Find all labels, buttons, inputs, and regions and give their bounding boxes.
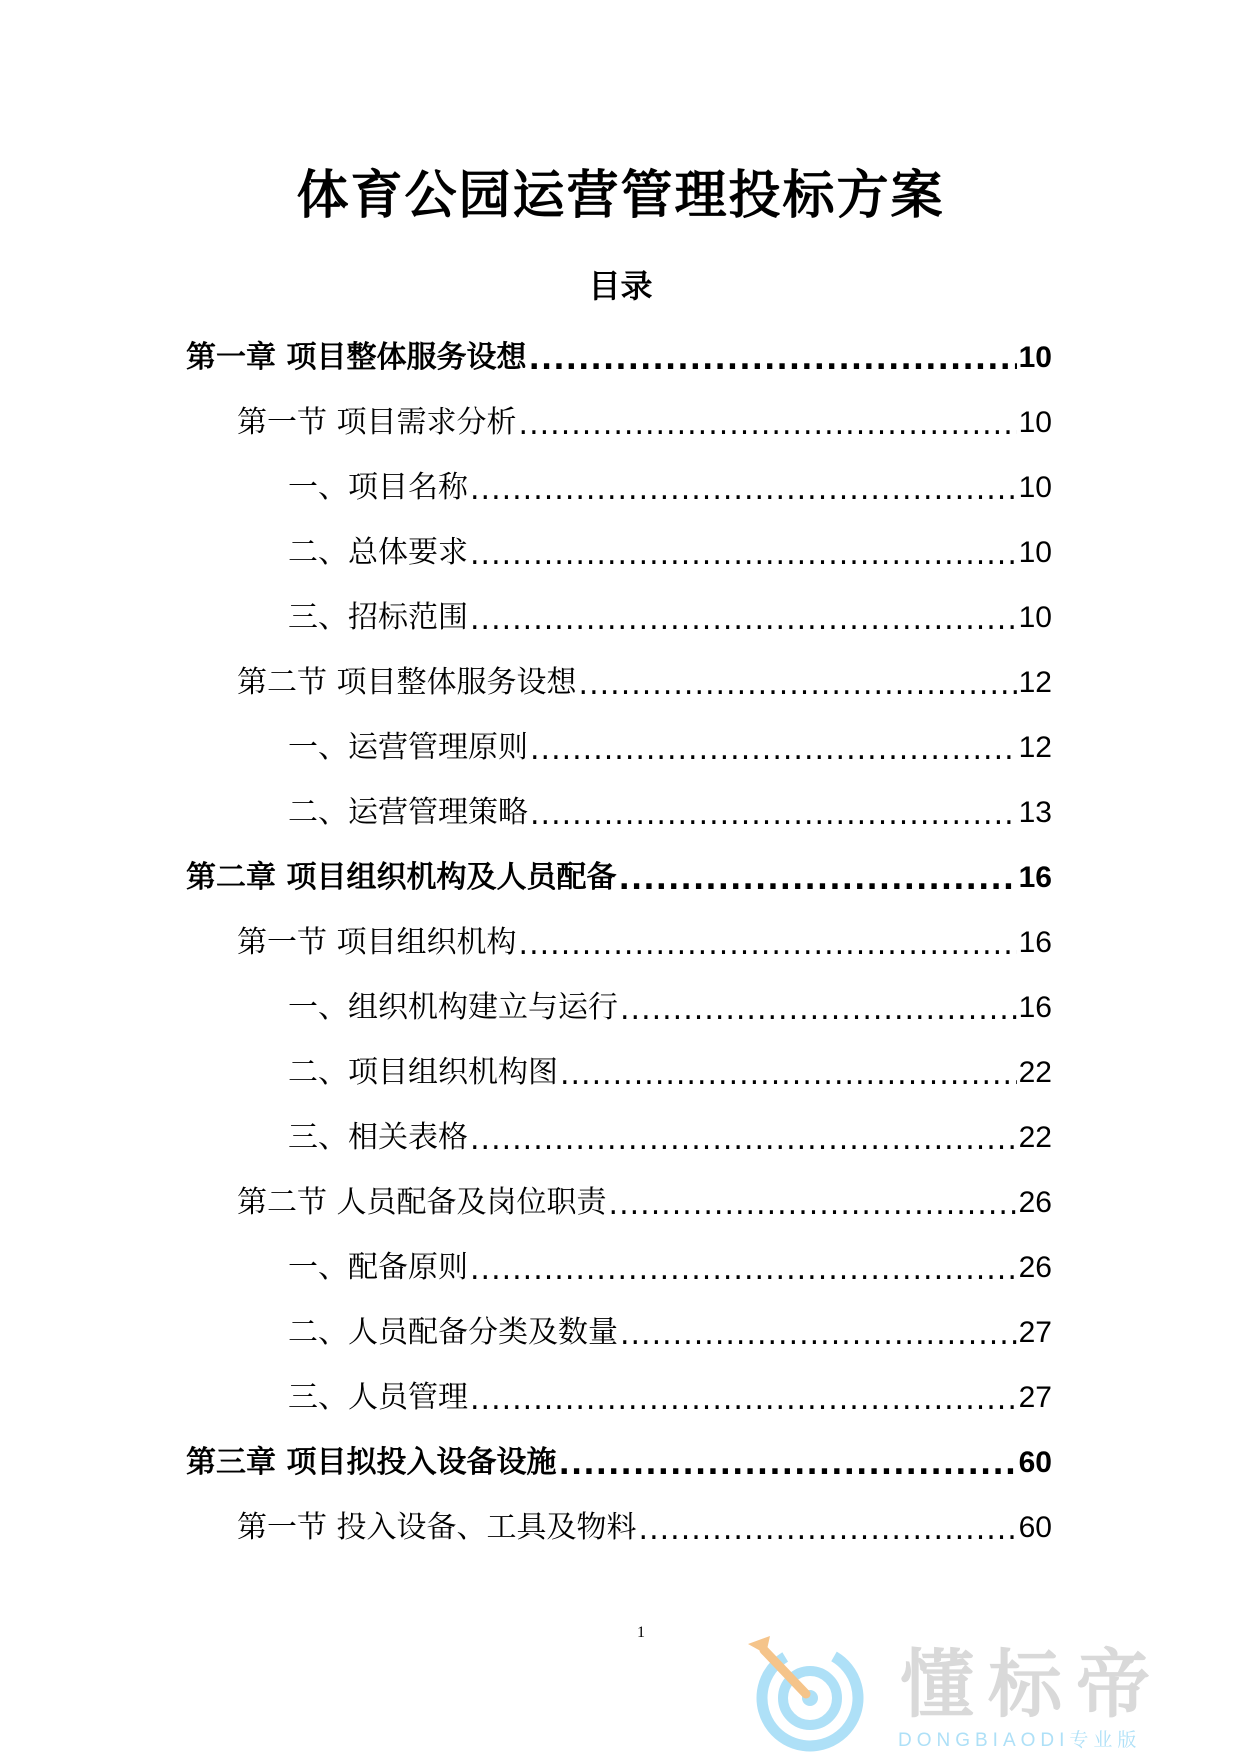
toc-heading: 目录: [588, 267, 653, 305]
toc-entry-title: 第二章 项目组织机构及人员配备: [186, 859, 617, 895]
toc-entry[interactable]: [186, 1040, 1052, 1105]
toc-dot-leader: [560, 1060, 1017, 1090]
toc-entry-title: 第一节 投入设备、工具及物料: [237, 1509, 637, 1545]
toc-dot-leader: [618, 865, 1016, 895]
toc-dot-leader: [620, 1320, 1017, 1350]
toc-entry-title: 三、相关表格: [288, 1119, 468, 1155]
toc-dot-leader: [639, 1515, 1017, 1545]
toc-entry[interactable]: [186, 1300, 1052, 1365]
toc-entry-page: 12: [1018, 665, 1052, 699]
table-of-contents: [186, 325, 1052, 1560]
toc-entry-page: 27: [1018, 1315, 1052, 1349]
toc-entry-title: 一、配备原则: [288, 1249, 468, 1285]
toc-entry[interactable]: [186, 1495, 1052, 1560]
toc-entry[interactable]: [186, 1105, 1052, 1170]
toc-entry-page: 26: [1018, 1185, 1052, 1219]
toc-entry[interactable]: [186, 1365, 1052, 1430]
toc-entry[interactable]: [186, 520, 1052, 585]
toc-entry[interactable]: [186, 390, 1052, 455]
watermark-subtitle: DONGBIAODI专业版: [898, 1730, 1142, 1751]
toc-entry-page: 16: [1018, 925, 1052, 959]
toc-dot-leader: [519, 410, 1017, 440]
toc-entry-page: 10: [1018, 470, 1052, 504]
toc-entry-title: 一、组织机构建立与运行: [288, 989, 618, 1025]
toc-entry-title: 第一节 项目需求分析: [237, 404, 517, 440]
toc-dot-leader: [470, 1255, 1017, 1285]
toc-dot-leader: [470, 540, 1017, 570]
toc-dot-leader: [530, 735, 1017, 765]
toc-entry[interactable]: [186, 780, 1052, 845]
toc-entry[interactable]: [186, 845, 1052, 910]
toc-entry-page: 27: [1018, 1380, 1052, 1414]
toc-entry-title: 二、运营管理策略: [288, 794, 528, 830]
toc-entry[interactable]: [186, 585, 1052, 650]
toc-entry-title: 第二节 项目整体服务设想: [237, 664, 577, 700]
toc-entry[interactable]: [186, 455, 1052, 520]
toc-entry-page: 16: [1018, 860, 1052, 894]
toc-entry-title: 二、项目组织机构图: [288, 1054, 558, 1090]
toc-dot-leader: [530, 800, 1017, 830]
toc-entry-title: 第二节 人员配备及岗位职责: [237, 1184, 607, 1220]
toc-entry-page: 22: [1018, 1055, 1052, 1089]
toc-dot-leader: [470, 1385, 1017, 1415]
toc-entry-title: 一、项目名称: [288, 469, 468, 505]
toc-dot-leader: [528, 345, 1016, 375]
toc-dot-leader: [470, 1125, 1017, 1155]
toc-dot-leader: [609, 1190, 1017, 1220]
toc-entry[interactable]: [186, 1170, 1052, 1235]
toc-entry-title: 第一章 项目整体服务设想: [186, 339, 527, 375]
toc-entry[interactable]: [186, 1235, 1052, 1300]
toc-dot-leader: [620, 995, 1017, 1025]
toc-entry[interactable]: [186, 910, 1052, 975]
toc-entry-title: 二、总体要求: [288, 534, 468, 570]
page-number: 1: [637, 1624, 645, 1641]
target-arrow-icon: [744, 1628, 872, 1754]
toc-dot-leader: [579, 670, 1017, 700]
toc-entry-title: 第三章 项目拟投入设备设施: [186, 1444, 557, 1480]
watermark: [744, 1628, 1214, 1754]
toc-dot-leader: [558, 1450, 1016, 1480]
toc-entry-title: 一、运营管理原则: [288, 729, 528, 765]
toc-entry-page: 12: [1018, 730, 1052, 764]
watermark-brand: 懂标帝: [900, 1642, 1164, 1728]
toc-dot-leader: [470, 475, 1017, 505]
toc-entry[interactable]: [186, 1430, 1052, 1495]
toc-entry-title: 二、人员配备分类及数量: [288, 1314, 618, 1350]
toc-entry[interactable]: [186, 715, 1052, 780]
toc-entry-page: 26: [1018, 1250, 1052, 1284]
toc-entry-page: 10: [1018, 405, 1052, 439]
toc-entry-page: 10: [1018, 340, 1052, 374]
toc-entry-page: 16: [1018, 990, 1052, 1024]
toc-entry-title: 三、招标范围: [288, 599, 468, 635]
toc-entry-title: 三、人员管理: [288, 1379, 468, 1415]
toc-entry-page: 13: [1018, 795, 1052, 829]
toc-entry-page: 10: [1018, 600, 1052, 634]
toc-entry-title: 第一节 项目组织机构: [237, 924, 517, 960]
toc-entry[interactable]: [186, 325, 1052, 390]
toc-dot-leader: [519, 930, 1017, 960]
document-title: 体育公园运营管理投标方案: [296, 166, 945, 226]
toc-entry-page: 60: [1018, 1445, 1052, 1479]
toc-dot-leader: [470, 605, 1017, 635]
toc-entry-page: 22: [1018, 1120, 1052, 1154]
toc-entry-page: 60: [1018, 1510, 1052, 1544]
toc-entry[interactable]: [186, 650, 1052, 715]
toc-entry-page: 10: [1018, 535, 1052, 569]
toc-entry[interactable]: [186, 975, 1052, 1040]
